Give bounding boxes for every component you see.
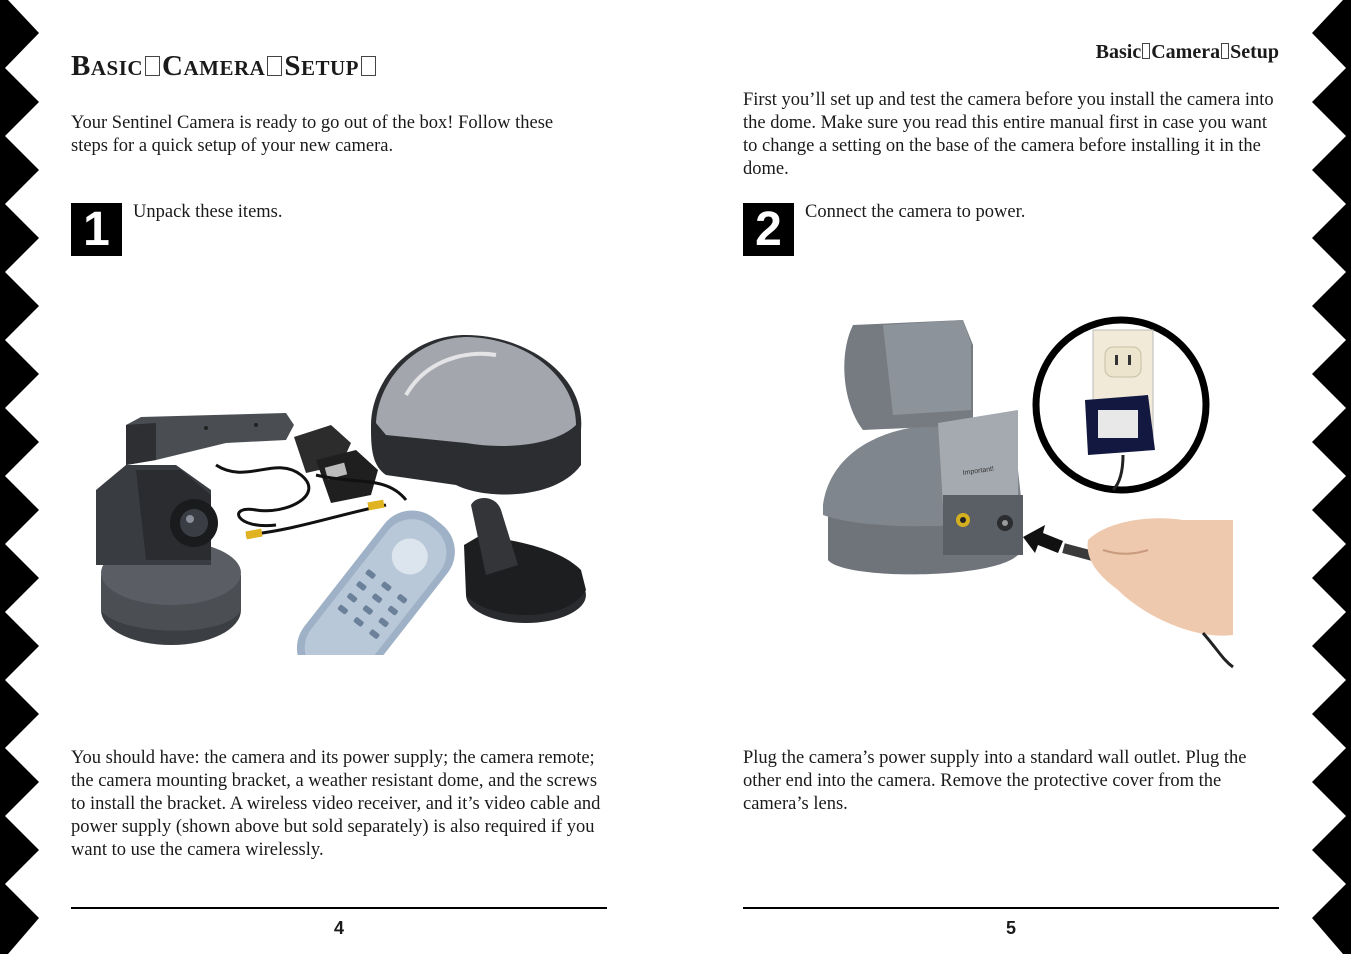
- hand-with-plug: [1062, 518, 1233, 667]
- left-sawtooth-border: [0, 0, 40, 954]
- instructions-paragraph: Plug the camera’s power supply into a standard wall outlet. Plug the other end into the camera. Remove the protective cover from the camera’s lens.: [743, 748, 1247, 814]
- page-number: 4: [333, 918, 344, 938]
- arrow-icon: [1023, 525, 1063, 553]
- header-word-basic: Basic: [1095, 41, 1142, 63]
- footer-rule: [743, 907, 1279, 909]
- page-number: 5: [1005, 918, 1016, 938]
- power-connection-photo: [823, 315, 1238, 675]
- remote-control: [283, 496, 469, 655]
- weather-dome: [371, 335, 581, 495]
- cables: [216, 465, 406, 535]
- title-rest-asic: ASIC: [90, 56, 144, 80]
- wireless-receiver: [464, 498, 586, 623]
- header-word-setup: Setup: [1230, 41, 1279, 63]
- page-title: [71, 50, 378, 83]
- title-initial-c: C: [162, 50, 184, 82]
- mounting-bracket: [126, 413, 294, 465]
- ptz-camera: [96, 465, 241, 645]
- box-contents-photo: [86, 325, 586, 655]
- power-adapters: [294, 425, 378, 503]
- right-sawtooth-border: [1311, 0, 1351, 954]
- step-instruction: Unpack these items.: [133, 202, 283, 222]
- footer-rule: [71, 907, 607, 909]
- header-word-camera: Camera: [1151, 41, 1221, 63]
- missing-glyph-box: [267, 56, 282, 76]
- left-page: [71, 0, 607, 954]
- title-rest-amera: AMERA: [183, 56, 266, 80]
- step-number-badge: 1: [71, 203, 122, 256]
- step-number-badge: 2: [743, 203, 794, 256]
- missing-glyph-box: [1221, 43, 1229, 59]
- step-instruction: Connect the camera to power.: [805, 202, 1026, 222]
- intro-paragraph: Your Sentinel Camera is ready to go out of the box! Follow these steps for a quick setup of your new camera.: [71, 113, 554, 156]
- right-page: [743, 0, 1279, 954]
- important-label: Important!: [962, 465, 995, 477]
- intro-paragraph: First you’ll set up and test the camera before you install the camera into the dome. Make sure you read this entire manual first in case you want to change a setting on the base of the camera before installing it in the dome.: [743, 90, 1274, 179]
- title-initial-b: B: [71, 50, 91, 82]
- contents-paragraph: You should have: the camera and its power supply; the camera remote; the camera mounting bracket, a weather resistant dome, and the screws to install the bracket. A wireless video receiver, and it’s video cable and power supply (shown above but sold separately) is also required if you want to use the camera wirelessly.: [71, 748, 601, 860]
- running-header: [1096, 41, 1279, 64]
- title-initial-s: S: [284, 50, 301, 82]
- missing-glyph-box: [361, 56, 376, 76]
- title-rest-etup: ETUP: [300, 56, 359, 80]
- missing-glyph-box: [145, 56, 160, 76]
- missing-glyph-box: [1142, 43, 1150, 59]
- outlet-callout: [1036, 320, 1206, 490]
- camera-body: [823, 320, 1023, 574]
